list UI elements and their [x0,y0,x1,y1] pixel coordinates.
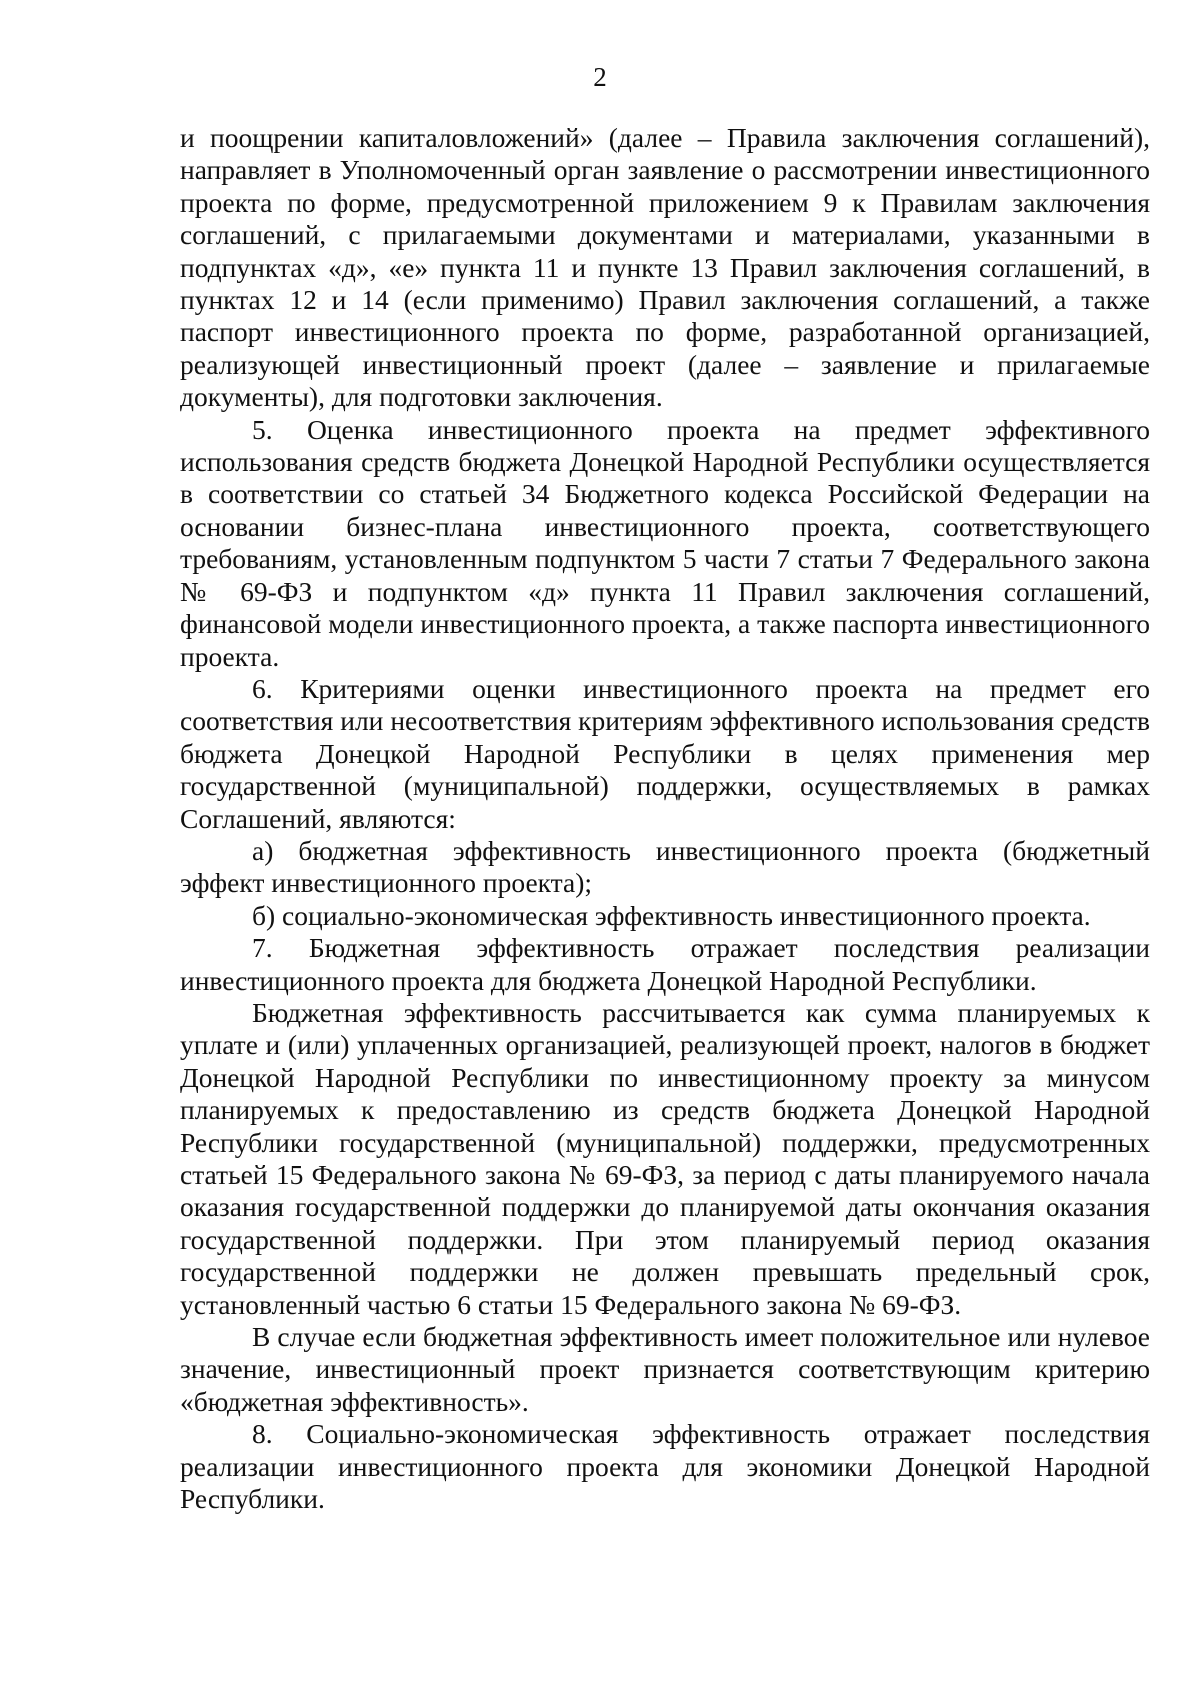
paragraph-budget-criterion: В случае если бюджетная эффективность имеет положительное или нулевое значение, инвестиционный проект признается соответствующим критерию «бюджетная эффективность». [180,1321,1150,1417]
paragraph-subitem-a: а) бюджетная эффективность инвестиционного проекта (бюджетный эффект инвестиционного проекта); [180,834,1150,899]
paragraph-item-8: 8. Социально-экономическая эффективность отражает последствия реализации инвестиционного проекта для экономики Донецкой Народной Республики. [180,1418,1150,1515]
document-body [180,122,1150,1515]
paragraph-subitem-b: б) социально-экономическая эффективность инвестиционного проекта. [252,899,1091,931]
paragraph-item-6: 6. Критериями оценки инвестиционного проекта на предмет его соответствия или несоответствия критериям эффективного использования средств бюджета Донецкой Народной Республики в целях применения мер государственной (муниципальной) поддержки, осуществляемых в рамках Соглашений, являются: [180,672,1150,834]
paragraph-item-5: 5. Оценка инвестиционного проекта на предмет эффективного использования средств бюджета Донецкой Народной Республики осуществляется в соответствии со статьей 34 Бюджетного кодекса Российской Федерации на основании бизнес-плана инвестиционного проекта, соответствующего требованиям, установленным подпунктом 5 части 7 статьи 7 Федерального закона № 69-ФЗ и подпунктом «д» пункта 11 Правил заключения соглашений, финансовой модели инвестиционного проекта, а также паспорта инвестиционного проекта. [180,413,1150,672]
paragraph-item-7: 7. Бюджетная эффективность отражает последствия реализации инвестиционного проекта для бюджета Донецкой Народной Республики. [180,932,1150,996]
paragraph-intro: и поощрении капиталовложений» (далее – Правила заключения соглашений), направляет в Уполномоченный орган заявление о рассмотрении инвестиционного проекта по форме, предусмотренной приложением 9 к Правилам заключения соглашений, с прилагаемыми документами и материалами, указанными в подпунктах «д», «е» пункта 11 и пункте 13 Правил заключения соглашений, в пунктах 12 и 14 (если применимо) Правил заключения соглашений, а также паспорт инвестиционного проекта по форме, разработанной организацией, реализующей инвестиционный проект (далее – заявление и прилагаемые документы), для подготовки заключения. [180,122,1150,413]
page-number: 2 [593,62,607,92]
paragraph-budget-calc: Бюджетная эффективность рассчитывается как сумма планируемых к уплате и (или) уплаченных организацией, реализующей проект, налогов в бюджет Донецкой Народной Республики по инвестиционному проекту за минусом планируемых к предоставлению из средств бюджета Донецкой Народной Республики государственной (муниципальной) поддержки, предусмотренных статьей 15 Федерального закона № 69-ФЗ, за период с даты планируемого начала оказания государственной поддержки до планируемой даты окончания оказания государственной поддержки. При этом планируемый период оказания государственной поддержки не должен превышать предельный срок, установленный частью 6 статьи 15 Федерального закона № 69-ФЗ. [180,996,1150,1320]
